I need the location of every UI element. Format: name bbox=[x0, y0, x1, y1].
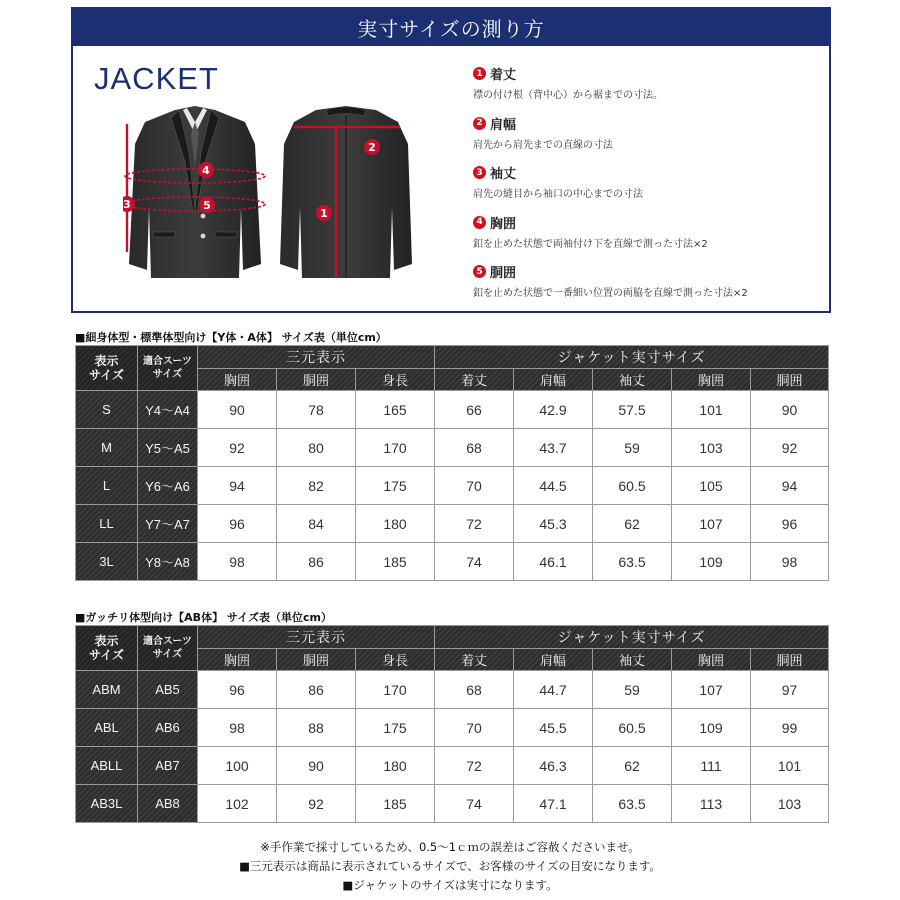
suit-size-label: Y7〜A7 bbox=[138, 505, 198, 543]
table-cell: 59 bbox=[593, 671, 672, 709]
table-cell: 107 bbox=[672, 505, 751, 543]
table-cell: 98 bbox=[198, 709, 277, 747]
table-cell: 185 bbox=[356, 785, 435, 823]
table-cell: 90 bbox=[751, 391, 829, 429]
table-cell: 180 bbox=[356, 505, 435, 543]
table-cell: 60.5 bbox=[593, 709, 672, 747]
table-cell: 180 bbox=[356, 747, 435, 785]
table-row bbox=[76, 543, 829, 581]
table-cell: 47.1 bbox=[514, 785, 593, 823]
measurement-desc: 肩先の縫目から袖口の中心までの寸法 bbox=[473, 189, 643, 200]
header-group-sangen: 三元表示 bbox=[198, 346, 435, 369]
table-cell: 94 bbox=[198, 467, 277, 505]
subheader: 胴囲 bbox=[277, 369, 356, 391]
marker-label: 3 bbox=[123, 198, 131, 211]
subheader: 胴囲 bbox=[751, 369, 829, 391]
table-cell: 113 bbox=[672, 785, 751, 823]
table-cell: 107 bbox=[672, 671, 751, 709]
table-row bbox=[76, 785, 829, 823]
table-cell: 70 bbox=[435, 709, 514, 747]
suit-size-label: AB8 bbox=[138, 785, 198, 823]
table-cell: 60.5 bbox=[593, 467, 672, 505]
measurement-item bbox=[473, 114, 823, 164]
header-group-jacket: ジャケット実寸サイズ bbox=[435, 346, 829, 369]
size-label: AB3L bbox=[76, 785, 138, 823]
measurement-name: 袖丈 bbox=[490, 167, 517, 182]
table-cell: 170 bbox=[356, 671, 435, 709]
suit-size-label: Y4〜A4 bbox=[138, 391, 198, 429]
table-cell: 74 bbox=[435, 543, 514, 581]
table-cell: 109 bbox=[672, 543, 751, 581]
panel-heading: 実寸サイズの測り方 bbox=[73, 9, 829, 46]
table-cell: 86 bbox=[277, 671, 356, 709]
measurement-item bbox=[473, 64, 823, 114]
number-badge-icon: 1 bbox=[473, 67, 486, 80]
table-cell: 86 bbox=[277, 543, 356, 581]
header-suit-size: 適合スーツ サイズ bbox=[138, 346, 198, 391]
table-row bbox=[76, 429, 829, 467]
measurement-desc: 釦を止めた状態で一番細い位置の両脇を直線で測った寸法×2 bbox=[473, 288, 748, 299]
number-badge-icon: 5 bbox=[473, 265, 486, 278]
table-cell: 90 bbox=[198, 391, 277, 429]
table-cell: 72 bbox=[435, 505, 514, 543]
table-cell: 97 bbox=[751, 671, 829, 709]
table-cell: 94 bbox=[751, 467, 829, 505]
table-cell: 92 bbox=[751, 429, 829, 467]
table-cell: 109 bbox=[672, 709, 751, 747]
note-line: ※手作業で採寸しているため、0.5〜1ｃｍの誤差はご容赦くださいませ。 bbox=[260, 840, 640, 854]
table-cell: 92 bbox=[277, 785, 356, 823]
size-label: ABM bbox=[76, 671, 138, 709]
size-label: ABL bbox=[76, 709, 138, 747]
table-cell: 84 bbox=[277, 505, 356, 543]
table-row bbox=[76, 709, 829, 747]
marker-label: 5 bbox=[203, 199, 211, 212]
table-cell: 63.5 bbox=[593, 785, 672, 823]
table-cell: 44.7 bbox=[514, 671, 593, 709]
suit-size-label: Y5〜A5 bbox=[138, 429, 198, 467]
table-cell: 43.7 bbox=[514, 429, 593, 467]
table-cell: 96 bbox=[198, 671, 277, 709]
jacket-front-illustration bbox=[123, 104, 268, 284]
table-cell: 74 bbox=[435, 785, 514, 823]
subheader: 袖丈 bbox=[593, 369, 672, 391]
subheader: 胸囲 bbox=[198, 649, 277, 671]
measurement-list bbox=[473, 64, 823, 312]
table-cell: 45.3 bbox=[514, 505, 593, 543]
table-cell: 170 bbox=[356, 429, 435, 467]
table-cell: 66 bbox=[435, 391, 514, 429]
footnotes bbox=[0, 838, 900, 895]
table-cell: 42.9 bbox=[514, 391, 593, 429]
subheader: 肩幅 bbox=[514, 369, 593, 391]
table-row bbox=[76, 467, 829, 505]
marker-label: 4 bbox=[202, 164, 210, 177]
measurement-guide-panel bbox=[71, 7, 831, 313]
table-cell: 82 bbox=[277, 467, 356, 505]
suit-size-label: AB6 bbox=[138, 709, 198, 747]
marker-label: 1 bbox=[320, 207, 328, 220]
header-suit-size: 適合スーツ サイズ bbox=[138, 626, 198, 671]
size-label: 3L bbox=[76, 543, 138, 581]
table-cell: 175 bbox=[356, 467, 435, 505]
suit-size-label: AB7 bbox=[138, 747, 198, 785]
table-cell: 44.5 bbox=[514, 467, 593, 505]
subheader: 身長 bbox=[356, 649, 435, 671]
table-row bbox=[76, 505, 829, 543]
table-cell: 68 bbox=[435, 429, 514, 467]
table-cell: 103 bbox=[751, 785, 829, 823]
table2-title: ■ガッチリ体型向け【AB体】 サイズ表（単位cm） bbox=[75, 611, 333, 624]
table-cell: 96 bbox=[198, 505, 277, 543]
subheader: 着丈 bbox=[435, 369, 514, 391]
table-cell: 103 bbox=[672, 429, 751, 467]
table-cell: 62 bbox=[593, 747, 672, 785]
subheader: 胴囲 bbox=[751, 649, 829, 671]
suit-size-label: AB5 bbox=[138, 671, 198, 709]
table-cell: 70 bbox=[435, 467, 514, 505]
table-cell: 165 bbox=[356, 391, 435, 429]
measurement-desc: 襟の付け根（背中心）から裾までの寸法。 bbox=[473, 90, 663, 101]
table-cell: 101 bbox=[672, 391, 751, 429]
table-row bbox=[76, 747, 829, 785]
measurement-name: 胸囲 bbox=[490, 216, 517, 232]
table-cell: 98 bbox=[751, 543, 829, 581]
size-label: LL bbox=[76, 505, 138, 543]
table1-title: ■細身体型・標準体型向け【Y体・A体】 サイズ表（単位cm） bbox=[75, 331, 387, 344]
measurement-item bbox=[473, 163, 823, 213]
header-group-sangen: 三元表示 bbox=[198, 626, 435, 649]
table-cell: 98 bbox=[198, 543, 277, 581]
size-label: ABLL bbox=[76, 747, 138, 785]
measurement-name: 胴囲 bbox=[490, 266, 517, 281]
number-badge-icon: 2 bbox=[473, 117, 486, 130]
table-cell: 175 bbox=[356, 709, 435, 747]
measurement-desc: 肩先から肩先までの直線の寸法 bbox=[473, 139, 613, 151]
subheader: 肩幅 bbox=[514, 649, 593, 671]
table-cell: 68 bbox=[435, 671, 514, 709]
table-cell: 105 bbox=[672, 467, 751, 505]
table-cell: 111 bbox=[672, 747, 751, 785]
size-table-y-a bbox=[75, 345, 829, 581]
table-cell: 46.3 bbox=[514, 747, 593, 785]
size-label: S bbox=[76, 391, 138, 429]
measurement-name: 肩幅 bbox=[490, 117, 517, 133]
garment-label: JACKET bbox=[94, 61, 219, 96]
table-cell: 88 bbox=[277, 709, 356, 747]
table-cell: 90 bbox=[277, 747, 356, 785]
table-cell: 101 bbox=[751, 747, 829, 785]
suit-size-label: Y8〜A8 bbox=[138, 543, 198, 581]
subheader: 身長 bbox=[356, 369, 435, 391]
table-cell: 57.5 bbox=[593, 391, 672, 429]
table-cell: 72 bbox=[435, 747, 514, 785]
table-cell: 63.5 bbox=[593, 543, 672, 581]
table-cell: 92 bbox=[198, 429, 277, 467]
measurement-item bbox=[473, 213, 823, 263]
subheader: 胸囲 bbox=[672, 369, 751, 391]
size-table-ab bbox=[75, 625, 829, 823]
table-cell: 80 bbox=[277, 429, 356, 467]
table-cell: 46.1 bbox=[514, 543, 593, 581]
number-badge-icon: 4 bbox=[473, 216, 486, 229]
table-cell: 96 bbox=[751, 505, 829, 543]
table-cell: 62 bbox=[593, 505, 672, 543]
number-badge-icon: 3 bbox=[473, 166, 486, 179]
measurement-desc: 釦を止めた状態で両袖付け下を直線で測った寸法×2 bbox=[473, 238, 708, 250]
header-display-size: 表示 サイズ bbox=[76, 346, 138, 391]
measurement-name: 着丈 bbox=[490, 68, 517, 83]
note-line: ■三元表示は商品に表示されているサイズで、お客様のサイズの目安になります。 bbox=[239, 859, 661, 873]
jacket-back-illustration bbox=[276, 104, 416, 284]
table-cell: 78 bbox=[277, 391, 356, 429]
size-label: L bbox=[76, 467, 138, 505]
header-display-size: 表示 サイズ bbox=[76, 626, 138, 671]
table-row bbox=[76, 671, 829, 709]
measurement-item bbox=[473, 262, 823, 312]
marker-label: 2 bbox=[368, 141, 376, 154]
size-label: M bbox=[76, 429, 138, 467]
table-cell: 185 bbox=[356, 543, 435, 581]
table-cell: 100 bbox=[198, 747, 277, 785]
subheader: 胸囲 bbox=[198, 369, 277, 391]
header-group-jacket: ジャケット実寸サイズ bbox=[435, 626, 829, 649]
table-cell: 59 bbox=[593, 429, 672, 467]
subheader: 着丈 bbox=[435, 649, 514, 671]
suit-size-label: Y6〜A6 bbox=[138, 467, 198, 505]
table-cell: 102 bbox=[198, 785, 277, 823]
subheader: 袖丈 bbox=[593, 649, 672, 671]
subheader: 胴囲 bbox=[277, 649, 356, 671]
table-cell: 45.5 bbox=[514, 709, 593, 747]
table-row bbox=[76, 391, 829, 429]
subheader: 胸囲 bbox=[672, 649, 751, 671]
table-cell: 99 bbox=[751, 709, 829, 747]
note-line: ■ジャケットのサイズは実寸になります。 bbox=[342, 878, 558, 892]
